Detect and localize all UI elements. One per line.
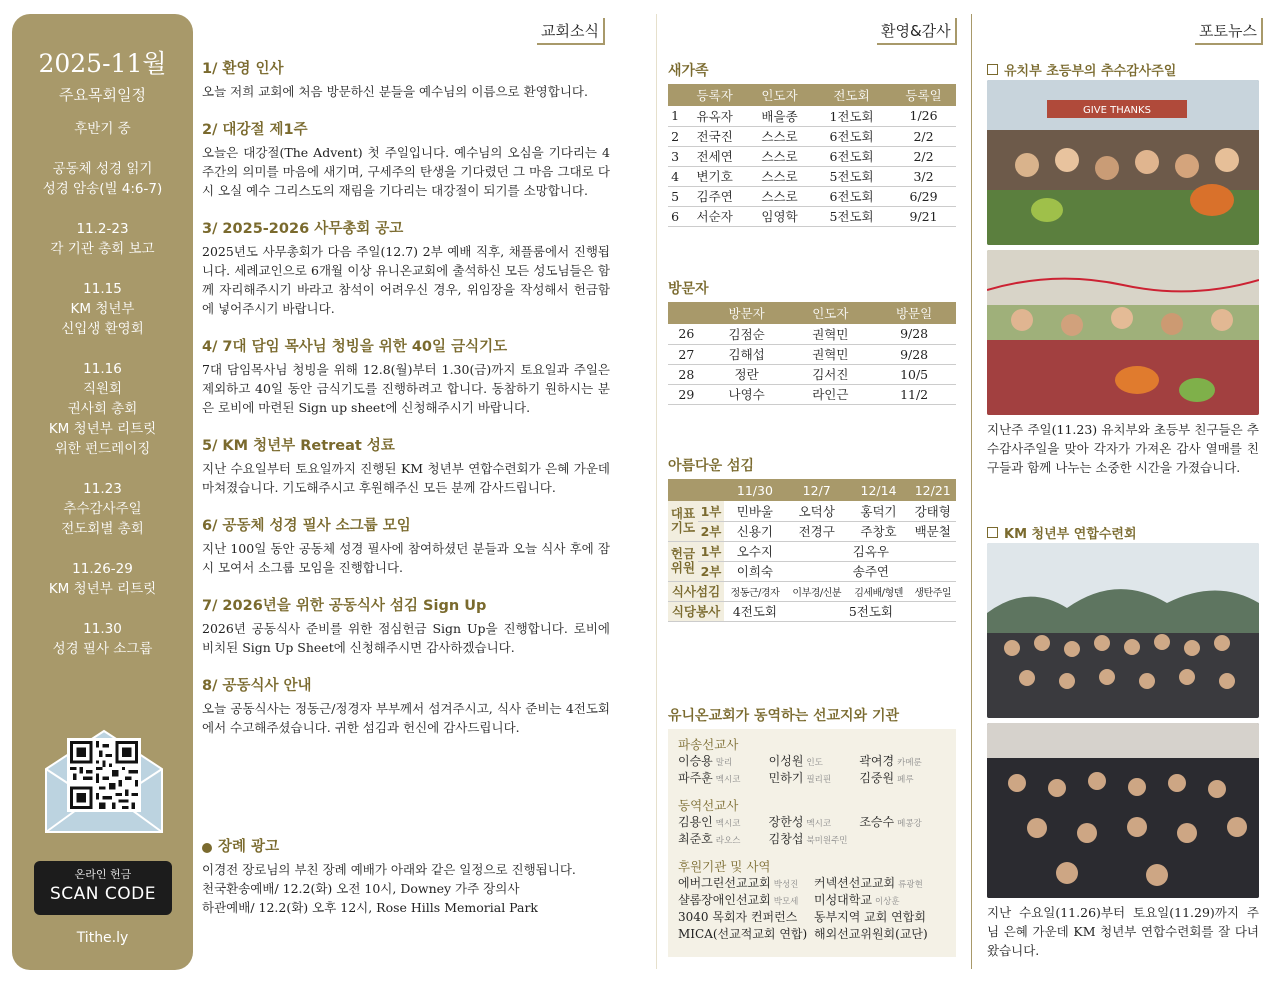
column-divider [971, 14, 972, 969]
service-row [668, 581, 956, 601]
table-cell: 서순자 [682, 206, 747, 226]
mission-entry [678, 893, 810, 910]
schedule-date: 11.15 [83, 281, 122, 297]
news-title: 6/ 공동체 성경 필사 소그룹 모임 [202, 518, 411, 534]
schedule-item [12, 359, 193, 459]
table-row [668, 106, 956, 126]
service-date: 12/21 [909, 479, 956, 501]
funeral-line-1-label: 천국환송예배 [202, 881, 275, 896]
news-title: 2/ 대강절 제1주 [202, 122, 308, 138]
schedule-line: 성경 필사 소그룹 [52, 641, 153, 657]
table-cell: 2/2 [891, 146, 956, 166]
schedule-sidebar [12, 14, 193, 970]
scan-code-label: SCAN CODE [50, 884, 156, 904]
table-cell: 김주연 [682, 186, 747, 206]
usher-label: 헌금 위원 [668, 541, 698, 581]
sent-label: 파송선교사 [678, 737, 739, 752]
table-cell: 6 [668, 206, 682, 226]
schedule-list [12, 119, 193, 659]
table-cell: 임영학 [747, 206, 812, 226]
visitors-title: 방문자 [668, 281, 709, 297]
funeral-notice [202, 838, 610, 917]
table-header [668, 84, 682, 106]
table-cell: 29 [668, 384, 705, 404]
service-cell: 신용기 [724, 521, 786, 541]
schedule-line: KM 청년부 리트릿 [48, 421, 157, 437]
news-item [202, 677, 610, 737]
funeral-line-1 [202, 879, 610, 898]
schedule-line: 위한 펀드레이징 [54, 441, 151, 457]
news-body: 지난 100일 동안 공동체 성경 필사에 참여하셨던 분들과 오늘 식사 후에 잠시 모여서 소그룹 모임을 진행합니다. [202, 541, 610, 575]
schedule-line: 성경 암송(빌 4:6-7) [42, 181, 163, 197]
support-label: 후원기관 및 사역 [678, 859, 771, 874]
mission-place: 카메룬 [897, 758, 922, 768]
table-header: 전도회 [812, 84, 891, 106]
mission-entry [678, 910, 810, 927]
sidebar-subtitle: 주요목회일정 [59, 86, 146, 104]
news-title: 7/ 2026년을 위한 공동식사 섬김 Sign Up [202, 598, 487, 614]
table-cell: 4 [668, 166, 682, 186]
mission-name: 동부지역 교회 연합회 [814, 910, 926, 924]
retreat-photo-2[interactable] [987, 723, 1259, 898]
service-cell: 송주연 [786, 561, 956, 581]
service-date: 11/30 [724, 479, 786, 501]
tithe-link[interactable]: Tithe.ly [76, 930, 129, 946]
checkbox-icon [987, 527, 998, 538]
service-cell: 강태형 [909, 501, 956, 521]
table-cell: 3 [668, 146, 682, 166]
news-item [202, 437, 610, 497]
schedule-date: 11.2-23 [76, 221, 129, 237]
mission-name: 샬롬장애인선교회 [678, 893, 771, 907]
table-row [668, 384, 956, 404]
schedule-item [12, 159, 193, 199]
table-cell: 김서진 [788, 364, 872, 384]
visitors-table [668, 302, 956, 405]
table-header: 방문일 [872, 302, 956, 324]
table-cell: 전세연 [682, 146, 747, 166]
row-label: 1부 [698, 541, 724, 561]
table-cell: 6전도회 [812, 126, 891, 146]
service-cell: 주창호 [848, 521, 910, 541]
table-cell: 9/21 [891, 206, 956, 226]
mission-name: 김용인 [678, 815, 713, 829]
table-cell: 스스로 [747, 146, 812, 166]
table-header: 방문자 [705, 302, 789, 324]
schedule-date: 11.23 [83, 481, 122, 497]
mission-name: 최준호 [678, 832, 713, 846]
service-cell: 정동근/경자 [724, 581, 786, 601]
table-cell: 5전도회 [812, 206, 891, 226]
service-title: 아름다운 섬김 [668, 458, 755, 474]
table-row [668, 166, 956, 186]
table-header: 등록자 [682, 84, 747, 106]
table-row [668, 344, 956, 364]
meal-label: 식사섬김 [668, 581, 724, 601]
table-cell: 28 [668, 364, 705, 384]
table-cell: 2 [668, 126, 682, 146]
welcome-header: 환영&감사 [877, 18, 957, 45]
news-body: 2025년도 사무총회가 다음 주일(12.7) 2부 예배 직후, 채플룸에서 진행됩니다. 세례교인으로 6개월 이상 유니온교회에 출석하신 모든 성도님들은 함께 자리해주시기 바라고 참석이 어려우신 경우, 위임장을 작성해서 헌금함에 넣어주시기 바랍니다. [202, 244, 610, 316]
table-cell: 스스로 [747, 126, 812, 146]
service-cell: 오수지 [724, 541, 786, 561]
mission-entry [678, 832, 765, 849]
schedule-item [12, 559, 193, 599]
mission-place: 라오스 [715, 836, 741, 846]
mission-name: 김중원 [859, 771, 895, 785]
service-cell: 전경구 [786, 521, 848, 541]
table-cell: 변기호 [682, 166, 747, 186]
partner-label: 동역선교사 [678, 798, 739, 813]
mission-name: 민하기 [768, 771, 804, 785]
mission-place: 이상훈 [874, 897, 900, 907]
thanksgiving-photo-2[interactable] [987, 250, 1259, 415]
thanksgiving-photo-1[interactable] [987, 80, 1259, 245]
table-cell: 3/2 [891, 166, 956, 186]
mission-place: 류광현 [898, 880, 923, 890]
church-news [202, 60, 610, 757]
mission-name: 해외선교위원회(교단) [814, 927, 928, 941]
schedule-item [12, 219, 193, 259]
service-cell: 김세배/형덴 [848, 581, 910, 601]
news-body: 오늘 저희 교회에 처음 방문하신 분들을 예수님의 이름으로 환영합니다. [202, 84, 588, 99]
column-divider [656, 14, 657, 969]
table-header: 등록일 [891, 84, 956, 106]
schedule-line: 각 기관 총회 보고 [50, 241, 155, 257]
service-date: 12/14 [848, 479, 910, 501]
mission-entry [814, 910, 946, 927]
table-cell: 배을종 [747, 106, 812, 126]
news-item [202, 60, 610, 101]
news-header: 교회소식 [537, 18, 605, 45]
mission-name: 파주훈 [678, 771, 713, 785]
missions-title: 유니온교회가 동역하는 선교지와 기관 [668, 708, 900, 724]
funeral-title: 장례 광고 [218, 839, 280, 855]
table-header: 인도자 [788, 302, 872, 324]
row-label: 1부 [698, 501, 724, 521]
mission-name: 김창섭 [768, 832, 804, 846]
mission-name: 에버그린선교교회 [678, 876, 771, 890]
table-cell: 9/28 [872, 324, 956, 344]
table-cell: 1전도회 [812, 106, 891, 126]
bullet-icon [202, 843, 212, 853]
mission-name: 곽여경 [859, 754, 895, 768]
newcomers-table [668, 84, 956, 227]
schedule-item [12, 619, 193, 659]
schedule-item [12, 479, 193, 539]
mission-entry [859, 771, 946, 788]
schedule-date: 11.26-29 [72, 561, 133, 577]
mission-entry [769, 815, 856, 832]
kitchen-label: 식당봉사 [668, 601, 724, 621]
photo-news-header: 포토뉴스 [1195, 18, 1263, 45]
service-cell: 생탄주일 [909, 581, 956, 601]
mission-entry [814, 876, 946, 893]
missions-box [668, 729, 956, 957]
mission-place: 메콩강 [897, 819, 922, 829]
service-row [668, 521, 956, 541]
mission-place: 말리 [715, 758, 733, 768]
mission-name: 커넥션선교교회 [814, 876, 896, 890]
mission-name: 조승수 [859, 815, 895, 829]
schedule-date: 공동체 성경 읽기 [52, 161, 153, 177]
mission-name: 이성원 [768, 754, 804, 768]
row-label: 2부 [698, 521, 724, 541]
schedule-line: KM 청년부 [70, 301, 135, 317]
photo-2-title-row [987, 523, 1137, 542]
schedule-date: 후반기 중 [74, 121, 131, 137]
table-cell: 5 [668, 186, 682, 206]
funeral-intro: 이경전 장로님의 부친 장례 예배가 아래와 같은 일정으로 진행됩니다. [202, 862, 576, 877]
news-title: 5/ KM 청년부 Retreat 성료 [202, 438, 395, 454]
mission-place: 박성진 [773, 880, 799, 890]
mission-entry [678, 771, 765, 788]
mission-entry [859, 815, 946, 832]
news-item [202, 517, 610, 577]
mission-name: 3040 목회자 컨퍼런스 [678, 910, 798, 924]
table-cell: 11/2 [872, 384, 956, 404]
table-cell: 스스로 [747, 166, 812, 186]
table-row [668, 146, 956, 166]
news-body: 2026년 공동식사 준비를 위한 점심헌금 Sign Up을 진행합니다. 로비에 비치된 Sign Up Sheet에 신청해주시면 감사하겠습니다. [202, 621, 610, 655]
schedule-date: 11.16 [83, 361, 122, 377]
table-cell: 6/29 [891, 186, 956, 206]
mission-place: 멕시코 [715, 819, 741, 829]
service-cell: 이희숙 [724, 561, 786, 581]
table-row [668, 206, 956, 226]
table-cell: 권혁민 [788, 324, 872, 344]
table-cell: 김해섭 [705, 344, 789, 364]
mission-entry [678, 815, 765, 832]
news-body: 지난 수요일부터 토요일까지 진행된 KM 청년부 연합수련회가 은혜 가운데 마쳐졌습니다. 기도해주시고 후원해주신 모든 분께 감사드립니다. [202, 461, 610, 495]
news-item [202, 220, 610, 318]
schedule-item [12, 119, 193, 139]
schedule-line: 추수감사주일 [63, 501, 142, 517]
schedule-line: 직원회 [82, 381, 123, 397]
mission-name: 이승용 [678, 754, 713, 768]
service-row [668, 501, 956, 521]
service-cell: 4전도회 [724, 601, 786, 621]
newcomers-title: 새가족 [668, 63, 709, 79]
service-cell: 오덕상 [786, 501, 848, 521]
table-cell: 권혁민 [788, 344, 872, 364]
table-cell: 전국진 [682, 126, 747, 146]
schedule-line: KM 청년부 리트릿 [48, 581, 157, 597]
service-cell: 5전도회 [786, 601, 956, 621]
newcomers-section [668, 60, 956, 227]
mission-entry [769, 832, 856, 849]
table-cell: 6전도회 [812, 146, 891, 166]
news-body: 오늘 공동식사는 정동근/정경자 부부께서 섬겨주시고, 식사 준비는 4전도회에서 수고해주셨습니다. 귀한 섬김과 헌신에 감사드립니다. [202, 701, 610, 735]
photo-2-title: KM 청년부 연합수련회 [1004, 527, 1137, 542]
funeral-line-2-text: / 12.2(화) 오후 12시, Rose Hills Memorial Park [250, 900, 539, 915]
funeral-line-2-label: 하관예배 [202, 900, 251, 915]
retreat-photo-1[interactable] [987, 543, 1259, 718]
schedule-date: 11.30 [83, 621, 122, 637]
prayer-label: 대표 기도 [668, 501, 698, 541]
visitors-section [668, 278, 956, 405]
table-cell: 6전도회 [812, 186, 891, 206]
service-section [668, 455, 956, 622]
news-title: 3/ 2025-2026 사무총회 공고 [202, 221, 404, 237]
photo-banner-text: GIVE THANKS [1083, 105, 1151, 116]
table-cell: 나영수 [705, 384, 789, 404]
funeral-line-2 [202, 898, 610, 917]
mission-place: 페루 [897, 775, 914, 785]
photo-2-caption: 지난 수요일(11.26)부터 토요일(11.29)까지 주님 은혜 가운데 KM 청년부 연합수련회를 잘 다녀 왔습니다. [987, 905, 1259, 958]
service-row [668, 561, 956, 581]
service-row [668, 541, 956, 561]
mission-name: MICA(선교적교회 연합) [678, 927, 808, 941]
mission-entry [859, 754, 946, 771]
service-cell: 민바울 [724, 501, 786, 521]
service-date: 12/7 [786, 479, 848, 501]
row-label: 2부 [698, 561, 724, 581]
table-cell: 27 [668, 344, 705, 364]
table-cell: 스스로 [747, 186, 812, 206]
table-cell: 5전도회 [812, 166, 891, 186]
schedule-line: 신입생 환영회 [61, 321, 144, 337]
mission-entry [769, 754, 856, 771]
table-cell: 9/28 [872, 344, 956, 364]
news-item [202, 121, 610, 200]
qr-code[interactable] [67, 738, 141, 812]
service-cell: 홍덕기 [848, 501, 910, 521]
missions-section [668, 705, 956, 957]
table-cell: 1 [668, 106, 682, 126]
checkbox-icon [987, 64, 998, 75]
schedule-line: 전도회별 총회 [61, 521, 144, 537]
table-row [668, 364, 956, 384]
news-title: 1/ 환영 인사 [202, 61, 284, 77]
mission-entry [678, 754, 765, 771]
funeral-line-1-text: / 12.2(화) 오전 10시, Downey 가주 장의사 [274, 881, 520, 896]
news-body: 오늘은 대강절(The Advent) 첫 주일입니다. 예수님의 오심을 기다리는 4주간의 의미를 마음에 새기며, 구세주의 탄생을 기다렸던 그 마음 그대로 다시 오실 예수 그리스도의 재림을 기다리는 대강절이 되기를 소망합니다. [202, 145, 610, 198]
table-cell: 라인근 [788, 384, 872, 404]
service-cell: 백문철 [909, 521, 956, 541]
mission-entry [678, 876, 810, 893]
table-cell: 정란 [705, 364, 789, 384]
sidebar-year: 2025-11월 [38, 49, 167, 78]
mission-place: 인도 [806, 758, 823, 768]
service-cell: 김옥우 [786, 541, 956, 561]
table-cell: 유옥자 [682, 106, 747, 126]
table-header: 인도자 [747, 84, 812, 106]
news-body: 7대 담임목사님 청빙을 위해 12.8(월)부터 1.30(금)까지 토요일과 주일은 제외하고 40일 동안 금식기도를 진행하려고 합니다. 동참하기 원하시는 분은 로비에 마련된 Sign up sheet에 신청해주시기 바랍니다. [202, 362, 610, 415]
table-row [668, 126, 956, 146]
mission-entry [814, 893, 946, 910]
photo-1-caption: 지난주 주일(11.23) 유치부와 초등부 친구들은 추수감사주일을 맞아 각자가 가져온 감사 열매를 친구들과 함께 나누는 소중한 시간을 가졌습니다. [987, 422, 1259, 475]
table-cell: 1/26 [891, 106, 956, 126]
mission-entry [814, 927, 946, 944]
mission-name: 미성대학교 [814, 893, 872, 907]
schedule-line: 권사회 총회 [67, 401, 138, 417]
table-cell: 김점순 [705, 324, 789, 344]
scan-code-subtitle: 온라인 헌금 [74, 868, 132, 881]
mission-entry [769, 771, 856, 788]
news-title: 4/ 7대 담임 목사님 청빙을 위한 40일 금식기도 [202, 339, 508, 355]
schedule-item [12, 279, 193, 339]
mission-name: 장한성 [768, 815, 804, 829]
table-cell: 26 [668, 324, 705, 344]
news-item [202, 597, 610, 657]
service-cell: 이부경/신분 [786, 581, 848, 601]
service-row [668, 601, 956, 621]
mission-place: 멕시코 [715, 775, 741, 785]
mission-place: 필리핀 [806, 775, 832, 785]
table-cell: 2/2 [891, 126, 956, 146]
table-row [668, 324, 956, 344]
mission-place: 박모세 [773, 897, 799, 907]
table-header [668, 302, 705, 324]
service-table [668, 479, 956, 622]
scan-code-button[interactable] [34, 861, 172, 915]
news-title: 8/ 공동식사 안내 [202, 678, 312, 694]
photo-1-title-row [987, 60, 1176, 79]
mission-entry [678, 927, 810, 944]
mission-place: 북미원주민 [806, 836, 848, 846]
mission-place: 멕시코 [806, 819, 832, 829]
table-cell: 10/5 [872, 364, 956, 384]
table-row [668, 186, 956, 206]
photo-1-title: 유치부 초등부의 추수감사주일 [1004, 64, 1177, 79]
news-item [202, 338, 610, 417]
